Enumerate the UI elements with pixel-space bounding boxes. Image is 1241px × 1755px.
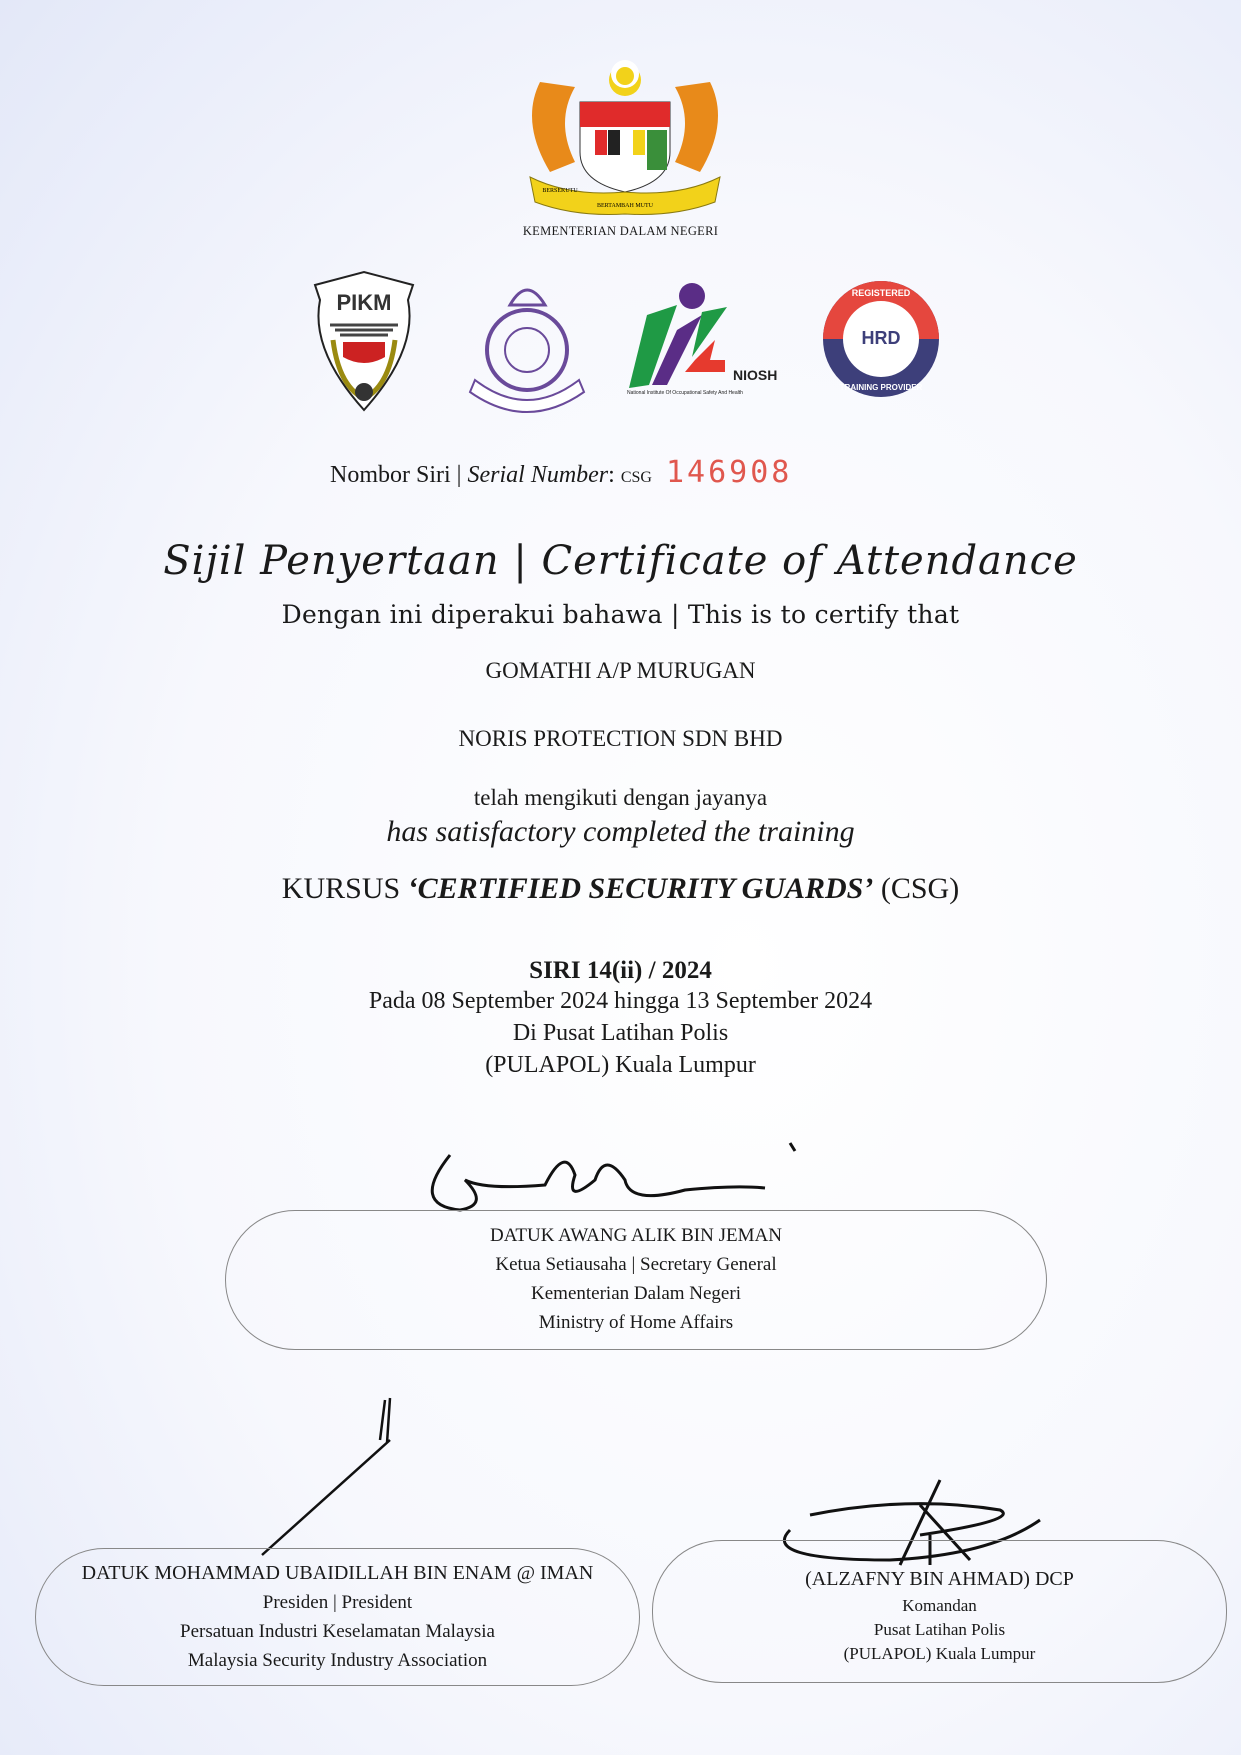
serial-value: 146908: [665, 455, 793, 490]
polis-diraja-malaysia-logo: [465, 270, 590, 415]
signatory-title: Komandan: [902, 1596, 977, 1615]
certify-statement: Dengan ini diperakui bahawa | This is to certify that: [281, 600, 960, 629]
course-venue: Di Pusat Latihan Polis: [512, 1020, 729, 1046]
niosh-logo: [625, 280, 778, 400]
signatory-org-en: Ministry of Home Affairs: [538, 1312, 734, 1333]
course-series: SIRI 14(ii) / 2024: [529, 957, 712, 984]
signatory-name: (ALZAFNY BIN AHMAD) DCP: [805, 1568, 1074, 1590]
certificate-title: Sijil Penyertaan | Certificate of Attendance: [163, 538, 1078, 584]
recipient-company: NORIS PROTECTION SDN BHD: [458, 726, 783, 751]
signatory-org: Persatuan Industri Keselamatan Malaysia: [180, 1621, 495, 1642]
signatory-title: Ketua Setiausaha | Secretary General: [495, 1254, 777, 1275]
signatory-name: DATUK MOHAMMAD UBAIDILLAH BIN ENAM @ IMAN: [81, 1562, 594, 1584]
course-venue-city: (PULAPOL) Kuala Lumpur: [485, 1052, 756, 1078]
signatory-title: Presiden | President: [262, 1592, 413, 1613]
signatory-box-president: [35, 1548, 640, 1686]
serial-number: Nombor Siri | Serial Number: CSG 146908: [330, 455, 793, 490]
signatory-name: DATUK AWANG ALIK BIN JEMAN: [490, 1225, 782, 1246]
signatory-org-en: Malaysia Security Industry Association: [187, 1650, 488, 1671]
signatory-org-city: (PULAPOL) Kuala Lumpur: [843, 1644, 1036, 1663]
completed-ms: telah mengikuti dengan jayanya: [473, 785, 768, 810]
completed-en: has satisfactory completed the training: [386, 815, 855, 848]
signatory-org: Kementerian Dalam Negeri: [531, 1283, 741, 1304]
crest-motto-left: BERSEKUTU: [542, 188, 578, 194]
serial-prefix: CSG: [620, 469, 652, 486]
signature-secretary-general: [410, 1135, 840, 1215]
ministry-name: KEMENTERIAN DALAM NEGERI: [522, 224, 719, 238]
recipient-name: GOMATHI A/P MURUGAN: [485, 658, 756, 683]
hrd-corp-registered-training-provider-logo: [820, 278, 942, 400]
svg-text:REGISTERED: REGISTERED: [851, 288, 911, 298]
malaysia-coat-of-arms-logo: [520, 52, 730, 217]
svg-text:PIKM: PIKM: [336, 290, 392, 315]
signatory-box-commandant: [652, 1540, 1227, 1683]
signature-president: [260, 1395, 420, 1560]
course-dates: Pada 08 September 2024 hingga 13 September 2024: [368, 988, 873, 1014]
svg-text:TRAINING PROVIDER: TRAINING PROVIDER: [839, 383, 923, 392]
serial-label-en: Serial Number: [467, 462, 609, 488]
crest-motto: BERTAMBAH MUTU: [597, 203, 653, 209]
pikm-logo: [305, 270, 423, 415]
svg-text:NIOSH: NIOSH: [733, 367, 778, 383]
signatory-org: Pusat Latihan Polis: [873, 1620, 1006, 1639]
svg-text:HRD: HRD: [861, 328, 901, 348]
svg-text:National Institute Of Occupati: National Institute Of Occupational Safety And Health: [627, 390, 743, 396]
serial-label-ms: Nombor Siri |: [330, 462, 468, 488]
course-name: KURSUS ‘CERTIFIED SECURITY GUARDS’ (CSG): [281, 872, 960, 905]
signatory-box-secretary-general: [225, 1210, 1047, 1350]
